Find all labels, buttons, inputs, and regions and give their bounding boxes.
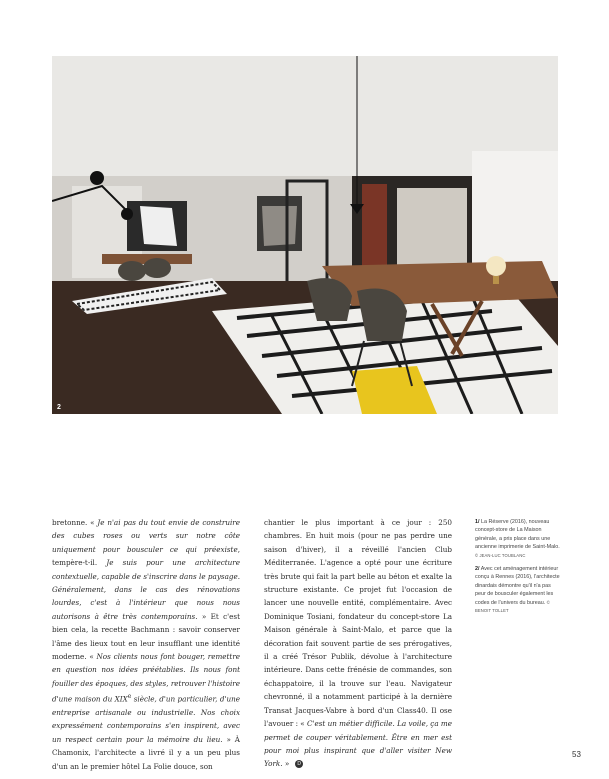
text-run: , tempère-t-il. (52, 544, 240, 568)
text-run: » À Chamonix, l'architecte a livré il y a un peu plus d'un an le premier hôtel La Folie douce, son (52, 734, 240, 771)
text-run: » Et c'est bien cela, la recette Bachmann : savoir conserver l'âme des lieux tout en leur insufflant une identité moderne. « (52, 611, 240, 662)
italic-quote-run: e (127, 693, 132, 701)
interior-photo (52, 56, 558, 414)
column-2-text (264, 516, 452, 771)
italic-quote-run: C'est un métier difficile. La voile, ça me permet de couper véritablement. Être en mer est pour moi plus inspirant que d'aller visiter New York. (264, 719, 452, 769)
lamp-shade-left (90, 171, 104, 185)
italic-quote-run: Je suis pour une architecture contextuelle, capable de s'inscrire dans le paysage. Généralement, dans le cas des rénovations lourdes, c'est à l'intérieur que nous nous autorisons à être très contemporains. (52, 558, 240, 621)
article-column-1 (52, 516, 240, 773)
chair-left-2 (143, 258, 171, 278)
lamp-shade-right (121, 208, 133, 220)
caption-text: Avec cet aménagement intérieur conçu à Rennes (2016), l'architecte dinardais démontre qu'il n'a pas peur de bousculer également les codes de l'univers du bureau. (475, 566, 560, 606)
caption-number: 2/ (475, 566, 480, 573)
table-lamp-base (493, 276, 499, 284)
column-1-text (52, 516, 240, 773)
photo-captions (475, 518, 563, 620)
caption-1 (475, 518, 563, 560)
italic-quote-run: Nos clients nous font bouger, remettre en question nos idées préétablies. Ils nous font fouiller des époques, des styles, retrouver l'histoire d'une maison du XIX (52, 652, 241, 704)
conference-table (322, 261, 558, 306)
italic-quote-run: Je n'ai pas du tout envie de construire des cubes roses ou verts sur notre côte uniquement pour bousculer ce qui préexiste (52, 518, 240, 554)
office-interior-illustration (52, 56, 558, 414)
page-number: 53 (572, 750, 581, 759)
photo-credit: © JEAN-LUC TOUBLANC (475, 552, 526, 558)
text-run: chantier le plus important à ce jour : 250 chambres. En huit mois (pour ne pas perdre une saison d'hiver), il a réveillé l'ancien Club Méditerranée. L'agence a opté pour une écriture très brute qui fait la part belle au béton et exalte la structure existante. Ce projet fut l'occasion de lancer une nouvelle entité, complémentaire. Avec Dominique Tosiani, fondateur du concept-store La Maison générale à Saint-Malo, et parce que la décoration fait souvent partie de ses prérogatives, il a créé Trésor Publik, dévolue à l'architecture intérieure. Dans cette frénésie de commandes, son échappatoire, il la trouve sur l'eau. Navigateur chevronné, il a notamment participé à la dernière Transat Jacques-Vabre à bord d'un Class40. Il ose l'avouer : « (264, 518, 452, 729)
caption-number: 1/ (475, 519, 480, 525)
caption-2 (475, 565, 563, 615)
artwork-right-shape (262, 206, 297, 246)
text-run: » (282, 759, 290, 769)
chair-left-1 (118, 261, 146, 281)
artwork-left-shape (140, 206, 177, 246)
caption-text: La Réserve (2016), nouveau concept-store de La Maison générale, a pris place dans une ancienne imprimerie de Saint-Malo. (475, 519, 560, 551)
text-run: bretonne. « (52, 518, 98, 527)
photo-credit: © BENOIT TOLLET (475, 599, 550, 614)
table-lamp-globe (486, 256, 506, 276)
end-of-article-mark: D (295, 760, 303, 768)
italic-quote-run: siècle, d'un particulier, d'une entreprise artisanale ou industrielle. Nos choix expressément contemporains s'en inspirent, avec un respect certain pour la mémoire du lieu. (52, 694, 240, 744)
article-column-2 (264, 516, 452, 771)
photo-number: 2 (57, 404, 61, 411)
